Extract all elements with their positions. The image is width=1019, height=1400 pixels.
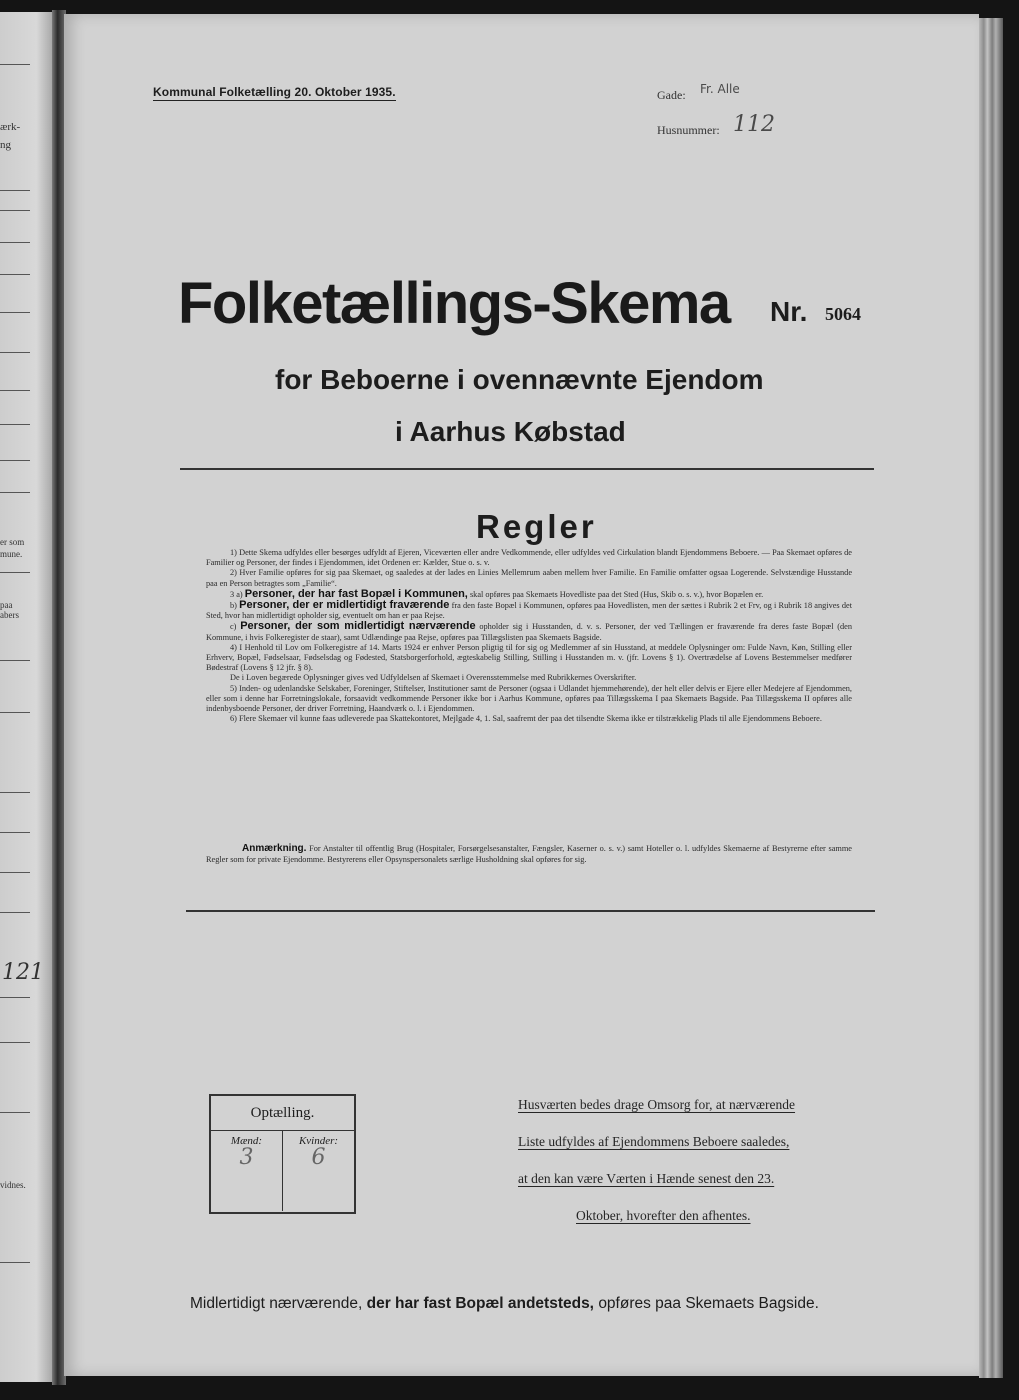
- ruled-line: [0, 64, 30, 65]
- ruled-line: [0, 572, 30, 573]
- left-page-text: abers: [0, 610, 19, 620]
- rule-3a-prefix: 3 a): [230, 589, 243, 599]
- form-number-label: Nr.: [770, 296, 808, 327]
- ruled-line: [0, 1042, 30, 1043]
- ruled-line: [0, 242, 30, 243]
- ruled-line: [0, 712, 30, 713]
- street-value: Fr. Alle: [700, 82, 740, 96]
- ruled-line: [0, 1112, 30, 1113]
- left-page-fragment: [0, 12, 52, 1382]
- ruled-line: [0, 872, 30, 873]
- ruled-line: [0, 424, 30, 425]
- rule-1: 1) Dette Skema udfyldes eller besørges udfyldt af Ejeren, Viceværten eller andre Vedkommende, eller udfyldes ved Cirkulation blandt Ejendommens Beboere. — Paa Skemaet opføres de Familier og Personer, der findes i Ejendommen, idet Ordenen er: Kælder, Stue o. s. v.: [206, 548, 852, 568]
- ruled-line: [0, 274, 30, 275]
- ruled-line: [0, 997, 30, 998]
- street-label: Gade:: [657, 88, 686, 102]
- ruled-line: [0, 312, 30, 313]
- men-label: Mænd:: [230, 1135, 263, 1147]
- notice-line: Oktober, hvorefter den afhentes.: [576, 1208, 751, 1223]
- footer-part: Midlertidigt nærværende,: [190, 1295, 363, 1312]
- rule-5: 5) Inden- og udenlandske Selskaber, Foreninger, Stiftelser, Institutioner samt de Personer (ogsaa i Udlandet hjemmehørende), der helt eller delvis er Ejere eller Medejere af Ejendommen, eller som i denne har Forretningslokale, forsaavidt vedkommende Personer ikke bor i Aarhus Kommune, opføres paa Tillægsskema I paa Skemaets Bagside. Paa Tillægsskema II opføres alle indenbysboende Personer, der driver Forretning, Haandværk o. l. i Ejendommen.: [206, 683, 852, 714]
- rules-heading: Regler: [476, 508, 597, 545]
- count-box-title: Optælling.: [211, 1096, 354, 1131]
- left-page-text: ærk-: [0, 121, 21, 133]
- women-count: 6: [311, 1145, 326, 1170]
- rule-3b: [206, 600, 852, 621]
- census-header: Kommunal Folketælling 20. Oktober 1935.: [153, 85, 396, 99]
- divider: [186, 910, 875, 912]
- remark: [206, 843, 852, 865]
- rule-3a-text: skal opføres paa Skemaets Hovedliste paa det Sted (Hus, Skib o. s. v.), hvor Bopælen er.: [469, 589, 764, 599]
- rule-2: 2) Hver Familie opføres for sig paa Skemaet, og saaledes at der lades en Linies Mellemrum aaben mellem hver Familie. En Familie omfatter ogsaa Logerende. Selvstændige Husstande paa en Person betragtes som „Familie“.: [206, 568, 852, 588]
- footer-part: opføres paa Skemaets Bagside.: [598, 1295, 819, 1312]
- remark-paragraph: [206, 843, 852, 865]
- left-page-text: vidnes.: [0, 1180, 26, 1190]
- rule-3a-emphasis: Personer, der har fast Bopæl i Kommunen,: [244, 587, 468, 600]
- rule-3c-text: opholder sig i Husstanden, d. v. s. Personer, der ved Tællingen er fraværende fra deres faste Bopæl (den Kommune, i hvis Folkeregister de staar), samt Udlændinge paa Rejse, opføres paa Tillægslisten paa Skemaets Bagside.: [206, 622, 853, 642]
- ruled-line: [0, 352, 30, 353]
- ruled-line: [0, 660, 30, 661]
- ruled-line: [0, 792, 30, 793]
- ruled-line: [0, 460, 30, 461]
- left-page-text: er som: [0, 537, 25, 547]
- ruled-line: [0, 190, 30, 191]
- men-count: 3: [239, 1145, 254, 1170]
- rule-3b-prefix: b): [230, 601, 237, 611]
- left-page-text: mune.: [0, 549, 23, 559]
- count-box: [209, 1094, 356, 1214]
- women-label: Kvinder:: [298, 1135, 339, 1147]
- rule-3c: [206, 621, 852, 642]
- form-title: Folketællings-Skema: [178, 271, 730, 336]
- rule-6: 6) Flere Skemaer vil kunne faas udleverede paa Skattekontoret, Mejlgade 4, 1. Sal, saafremt der paa det tilsendte Skema ikke er tilstrækkelig Plads til alle Ejendommens Beboere.: [230, 714, 822, 724]
- footer-emphasis: der har fast Bopæl andetsteds,: [366, 1295, 594, 1312]
- remark-label: Anmærkning.: [242, 843, 307, 854]
- ruled-line: [0, 492, 30, 493]
- ruled-line: [0, 1262, 30, 1263]
- notice-line: Liste udfyldes af Ejendommens Beboere saaledes,: [518, 1134, 790, 1149]
- rules-text: [206, 548, 852, 724]
- rule-4: 4) I Henhold til Lov om Folkeregistre af 14. Marts 1924 er enhver Person pligtig til for sig og Medlemmer af sin Husstand, at meddele Oplysninger om: Fulde Navn, Køn, Stilling eller Erhverv, Bopæl, Fødselsaar, Fødselsdag og Fødested, Statsborgerforhold, ægteskabelig Stilling, Stilling i Husstanden m. v. (jfr. Lovens § 1). Overtrædelse af Lovens Bestemmelser medfører Bødestraf (Lovens § 12 jfr. § 8).: [206, 642, 852, 673]
- footer-instruction: [190, 1295, 819, 1313]
- left-page-text: ng: [0, 139, 11, 151]
- rule-3c-prefix: c): [230, 622, 237, 632]
- left-page-text: paa: [0, 600, 13, 610]
- ruled-line: [0, 912, 30, 913]
- form-subtitle-city: i Aarhus Købstad: [395, 416, 626, 447]
- form-subtitle: for Beboerne i ovennævnte Ejendom: [275, 364, 764, 395]
- left-page-handwritten-number: 121: [2, 960, 44, 985]
- ruled-line: [0, 210, 30, 211]
- ruled-line: [0, 390, 30, 391]
- page-stack-edge: [979, 18, 1003, 1378]
- men-count-cell: [211, 1131, 282, 1211]
- notice-line: at den kan være Værten i Hænde senest den 23.: [518, 1171, 775, 1186]
- rule-3c-emphasis: Personer, der som midlertidigt nærværende: [240, 620, 476, 633]
- rule-3b-emphasis: Personer, der er midlertidigt fraværende: [239, 599, 450, 612]
- rule-3b-text: fra den faste Bopæl i Kommunen, opføres paa Hovedlisten, men der sættes i Rubrik 2 et Frv, og i Rubrik 18 angives det Sted, hvor han midlertidigt opholder sig, eventuelt om han er paa Rejse.: [206, 601, 853, 621]
- rule-4b: De i Loven begærede Oplysninger gives ved Udfyldelsen af Skemaet i Overensstemmelse med Rubrikkernes Overskrifter.: [230, 673, 637, 683]
- divider: [180, 468, 874, 470]
- remark-text: For Anstalter til offentlig Brug (Hospitaler, Forsørgelsesanstalter, Fængsler, Kaserner o. s. v.) samt Hoteller o. l. udfyldes Skemaerne af Bestyrerne efter samme Regler som for private Ejendomme. Bestyrerens eller Opsynspersonalets særlige Husholdning skal opføres for sig.: [206, 844, 852, 864]
- house-number-value: 112: [733, 112, 775, 137]
- women-count-cell: [282, 1131, 354, 1211]
- house-number-label: Husnummer:: [657, 123, 720, 137]
- form-number-value: 5064: [825, 304, 861, 324]
- notice-line: Husværten bedes drage Omsorg for, at nærværende: [518, 1097, 796, 1112]
- ruled-line: [0, 832, 30, 833]
